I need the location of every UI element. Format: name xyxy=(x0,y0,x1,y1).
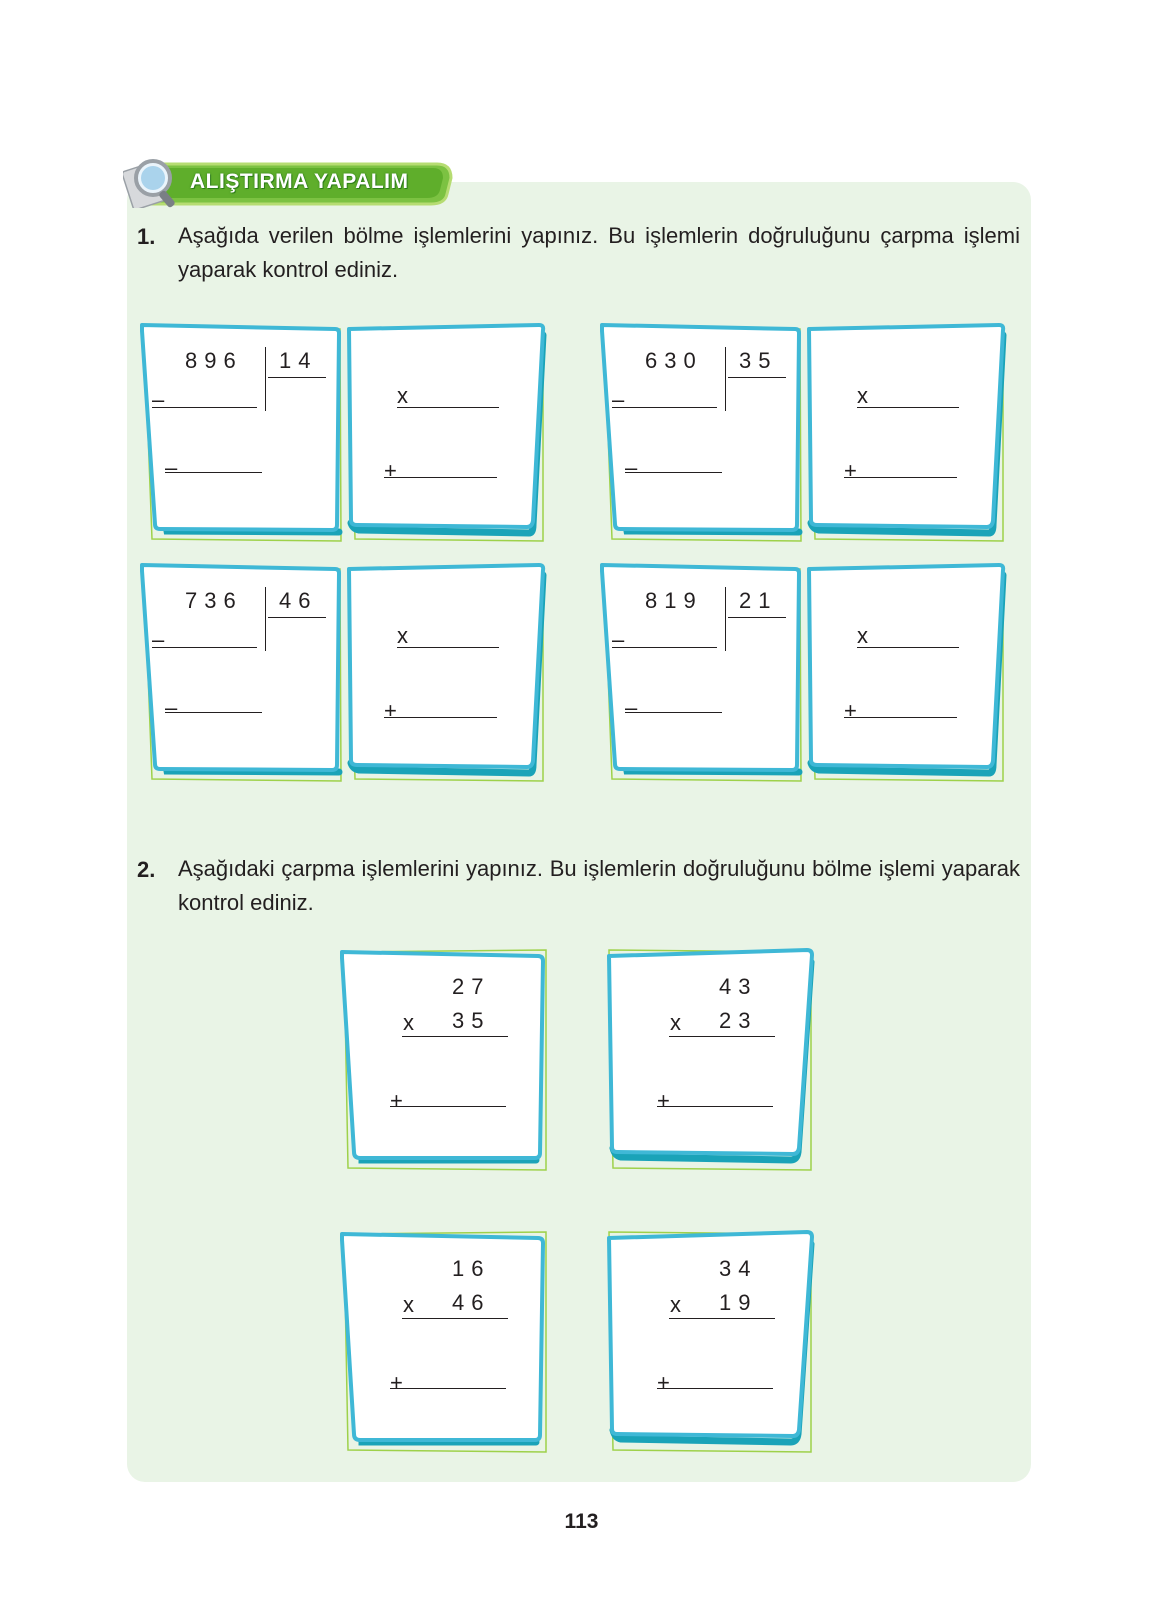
plus-sign: + xyxy=(844,458,857,483)
minus-sign: – xyxy=(612,627,625,652)
subtraction-line xyxy=(612,407,717,408)
plus-sign: + xyxy=(384,698,397,723)
product-line xyxy=(402,1036,508,1037)
page-number: 113 xyxy=(564,1510,599,1533)
question-2-number: 2. xyxy=(137,857,156,882)
times-sign: x xyxy=(403,1010,414,1035)
dividend: 630 xyxy=(645,348,703,373)
product-line xyxy=(402,1318,508,1319)
addition-line xyxy=(390,1106,506,1107)
question-1-text: Aşağıda verilen bölme işlemlerini yapınız. Bu işlemlerin doğruluğunu çarpma işlemi yaparak kontrol ediniz. xyxy=(178,223,1020,282)
division-card-3 xyxy=(140,565,345,783)
times-sign: x xyxy=(670,1292,681,1317)
multiplication-line xyxy=(397,407,499,408)
multiplicand: 27 xyxy=(452,974,491,999)
multiplicand: 43 xyxy=(719,974,758,999)
dividend: 819 xyxy=(645,588,703,613)
multiplication-card-4 xyxy=(607,1230,817,1455)
multiplication-line xyxy=(397,647,499,648)
subtraction-line xyxy=(152,647,257,648)
quotient-line xyxy=(268,617,326,618)
check-card-4 xyxy=(807,565,1007,783)
check-card-3 xyxy=(347,565,547,783)
times-sign: x xyxy=(397,623,408,648)
plus-sign: + xyxy=(844,698,857,723)
division-card-1 xyxy=(140,325,345,543)
divisor: 21 xyxy=(739,588,778,613)
subtraction-line xyxy=(625,472,722,473)
addition-line xyxy=(844,477,957,478)
question-1-number: 1. xyxy=(137,224,156,249)
times-sign: x xyxy=(403,1292,414,1317)
multiplicand: 16 xyxy=(452,1256,491,1281)
multiplicand: 34 xyxy=(719,1256,758,1281)
division-bar xyxy=(265,587,266,651)
division-bar xyxy=(725,587,726,651)
minus-sign: – xyxy=(152,387,165,412)
plus-sign: + xyxy=(657,1370,670,1395)
minus-sign: – xyxy=(165,695,178,720)
multiplier: 19 xyxy=(719,1290,758,1315)
multiplication-card-2 xyxy=(607,948,817,1173)
addition-line xyxy=(390,1388,506,1389)
division-bar xyxy=(265,347,266,411)
subtraction-line xyxy=(165,712,262,713)
multiplier: 46 xyxy=(452,1290,491,1315)
times-sign: x xyxy=(857,623,868,648)
times-sign: x xyxy=(670,1010,681,1035)
subtraction-line xyxy=(165,472,262,473)
minus-sign: – xyxy=(625,695,638,720)
check-card-2 xyxy=(807,325,1007,543)
minus-sign: – xyxy=(612,387,625,412)
minus-sign: – xyxy=(165,455,178,480)
quotient-line xyxy=(728,617,786,618)
dividend: 736 xyxy=(185,588,243,613)
subtraction-line xyxy=(625,712,722,713)
quotient-line xyxy=(268,377,326,378)
quotient-line xyxy=(728,377,786,378)
check-card-1 xyxy=(347,325,547,543)
plus-sign: + xyxy=(390,1088,403,1113)
addition-line xyxy=(657,1106,773,1107)
times-sign: x xyxy=(397,383,408,408)
division-card-2 xyxy=(600,325,805,543)
product-line xyxy=(669,1318,775,1319)
subtraction-line xyxy=(612,647,717,648)
multiplication-card-3 xyxy=(340,1230,550,1455)
multiplication-card-1 xyxy=(340,948,550,1173)
product-line xyxy=(669,1036,775,1037)
dividend: 896 xyxy=(185,348,243,373)
magnifier-icon xyxy=(123,152,183,208)
addition-line xyxy=(384,717,497,718)
banner-title: ALIŞTIRMA YAPALIM xyxy=(190,170,409,193)
multiplication-line xyxy=(857,407,959,408)
division-card-4 xyxy=(600,565,805,783)
plus-sign: + xyxy=(657,1088,670,1113)
divisor: 35 xyxy=(739,348,778,373)
subtraction-line xyxy=(152,407,257,408)
question-2-text: Aşağıdaki çarpma işlemlerini yapınız. Bu işlemlerin doğruluğunu bölme işlemi yaparak kontrol ediniz. xyxy=(178,856,1020,915)
multiplication-line xyxy=(857,647,959,648)
minus-sign: – xyxy=(625,455,638,480)
times-sign: x xyxy=(857,383,868,408)
divisor: 46 xyxy=(279,588,318,613)
plus-sign: + xyxy=(390,1370,403,1395)
addition-line xyxy=(384,477,497,478)
multiplier: 35 xyxy=(452,1008,491,1033)
addition-line xyxy=(844,717,957,718)
addition-line xyxy=(657,1388,773,1389)
plus-sign: + xyxy=(384,458,397,483)
divisor: 14 xyxy=(279,348,318,373)
division-bar xyxy=(725,347,726,411)
minus-sign: – xyxy=(152,627,165,652)
multiplier: 23 xyxy=(719,1008,758,1033)
